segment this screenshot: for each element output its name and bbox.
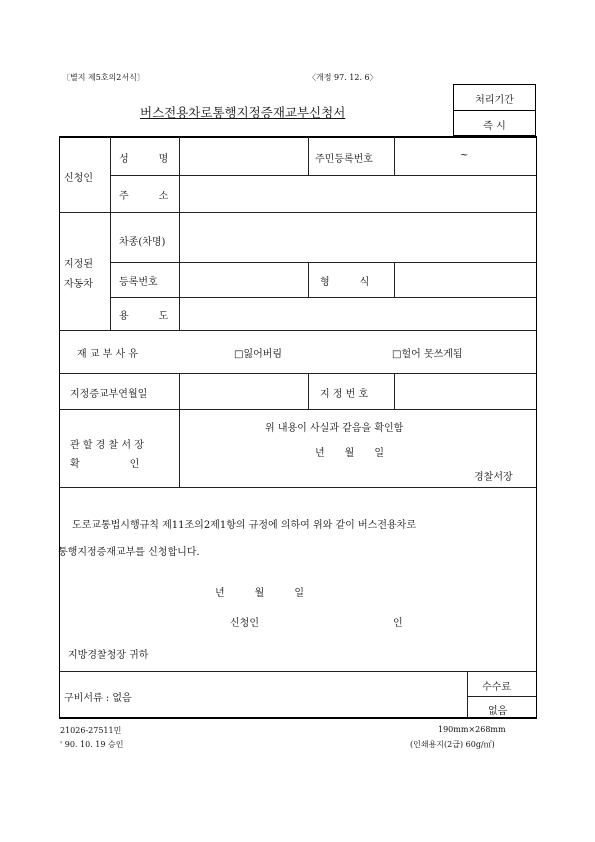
revision-date: 〈개정 97. 12. 6〉 (308, 73, 378, 82)
vehicle-type-label: 차종(차명) (119, 237, 166, 248)
reissue-reason-label: 재 교 부 사 유 (77, 349, 139, 360)
usage-label: 용 도 (119, 311, 169, 322)
form-code: 21026-27511민 (60, 726, 122, 735)
vehicle-section-label-2: 자동차 (64, 279, 93, 290)
form-reference: 〔별지 제5호의2서식〕 (62, 73, 145, 82)
model-label: 형 식 (320, 277, 370, 288)
recipient: 지방경찰청장 귀하 (68, 650, 149, 661)
police-chief-label: 관 할 경 찰 서 장 (70, 440, 144, 451)
address-label: 주 소 (119, 191, 169, 202)
fee-label: 수수료 (482, 682, 511, 693)
registration-number-label: 등록번호 (119, 277, 158, 288)
police-confirm-label: 확 인 (70, 459, 140, 470)
name-label: 성 명 (119, 154, 169, 165)
resident-number-separator: ~ (460, 150, 469, 161)
reason-damaged-checkbox[interactable]: □헐어 못쓰게됨 (392, 349, 463, 360)
paper-size: 190mm×268mm (438, 725, 506, 734)
police-statement: 위 내용이 사실과 같음을 확인함 (265, 423, 404, 434)
processing-period-label: 처리기간 (475, 95, 514, 106)
reason-lost-checkbox[interactable]: □잃어버림 (234, 349, 283, 360)
application-date: 년 월 일 (215, 588, 304, 599)
fee-value: 없음 (488, 706, 508, 717)
resident-number-label: 주민등록번호 (315, 154, 373, 165)
applicant-section-label: 신청인 (64, 173, 93, 184)
paper-spec: (인쇄용지(2급) 60g/㎡) (410, 740, 495, 749)
police-confirm-date: 년 월 일 (315, 448, 384, 459)
police-chief-signature: 경찰서장 (474, 472, 513, 483)
applicant-signature-label: 신청인 (230, 618, 259, 629)
form-title: 버스전용차로통행지정증재교부신청서 (140, 105, 346, 120)
vehicle-section-label-1: 지정된 (64, 259, 93, 270)
issue-date-label: 지정증교부연월일 (70, 389, 148, 400)
application-text-line-2: 통행지정증재교부를 신청합니다. (58, 547, 200, 558)
processing-period-value: 즉 시 (483, 121, 506, 132)
seal-label: 인 (393, 618, 403, 629)
approval-date: ' 90. 10. 19 승인 (60, 740, 124, 749)
application-text-line-1: 도로교통법시행규칙 제11조의2제1항의 규정에 의하여 위와 같이 버스전용차로 (72, 520, 416, 531)
processing-period-box (453, 84, 536, 136)
designation-number-label: 지 정 번 호 (320, 389, 369, 400)
required-documents: 구비서류 : 없음 (64, 693, 132, 704)
